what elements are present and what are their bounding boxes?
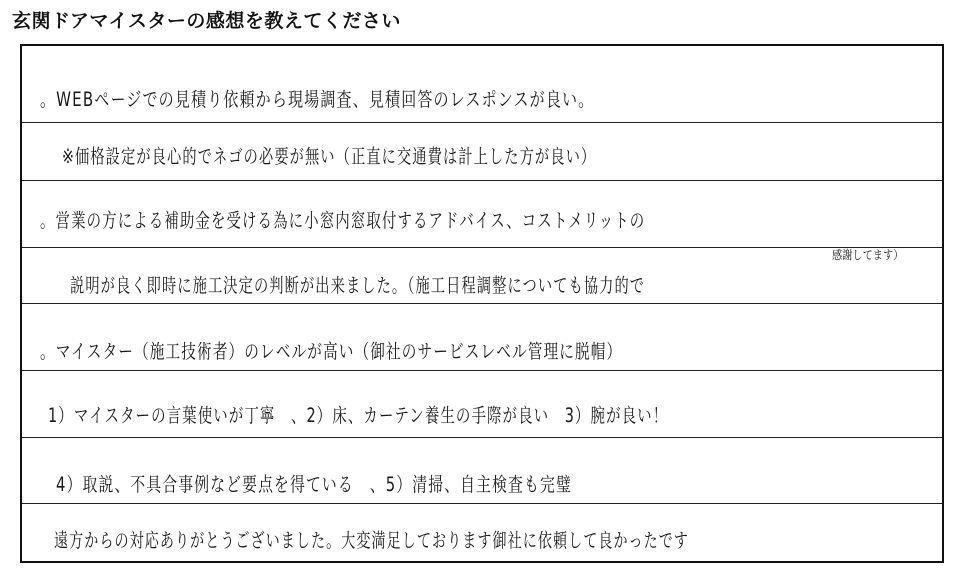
ruled-line	[22, 370, 942, 371]
handwritten-line: 。営業の方による補助金を受ける為に小窓内窓取付するアドバイス、コストメリットの	[40, 209, 646, 232]
ruled-line	[22, 122, 942, 123]
ruled-line	[22, 503, 942, 504]
page-title: 玄関ドアマイスターの感想を教えてください	[12, 10, 401, 32]
handwritten-line: 説明が良く即時に施工決定の判断が出来ました。（施工日程調整についても協力的で	[70, 274, 646, 297]
ruled-line	[22, 303, 942, 304]
handwritten-line: ※価格設定が良心的でネゴの必要が無い（正直に交通費は計上した方が良い）	[62, 145, 597, 168]
ruled-line	[22, 247, 942, 248]
ruled-line	[22, 437, 942, 438]
handwritten-line: 。マイスター（施工技術者）のレベルが高い（御社のサービスレベル管理に脱帽）	[40, 340, 623, 363]
handwritten-line: 遠方からの対応ありがとうございました。大変満足しております御社に依頼して良かったです	[54, 529, 690, 552]
handwritten-line: 1）マイスターの言葉使いが丁寧 、2）床、カーテン養生の手際が良い 3）腕が良い！	[48, 404, 669, 427]
handwritten-line: 4）取説、不具合事例など要点を得ている 、5）清掃、自主検査も完璧	[56, 473, 572, 496]
handwritten-line: 。WEBページでの見積り依頼から現場調査、見積回答のレスポンスが良い。	[40, 88, 595, 111]
insert-note: 感謝してます）	[832, 248, 904, 262]
ruled-line	[22, 180, 942, 181]
